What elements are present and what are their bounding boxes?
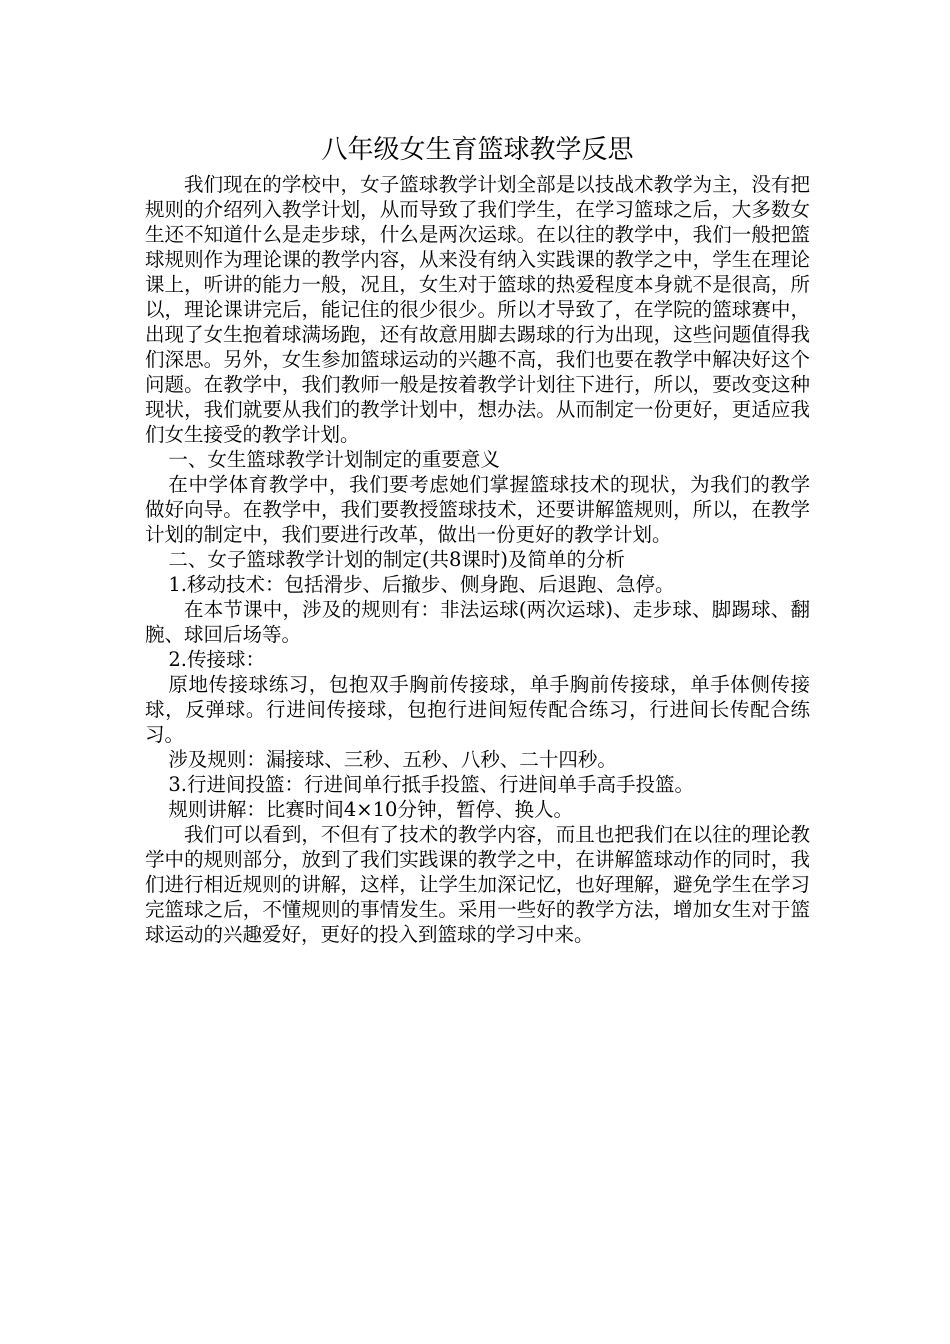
- paragraph-rule-explanation: 规则讲解：比赛时间4×10分钟，暂停、换人。: [168, 798, 573, 821]
- paragraph-intro: 我们现在的学校中，女子篮球教学计划全部是以技战术教学为主，没有把规则的介绍列入教学计划，从而导致了我们学生，在学习篮球之后，大多数女生还不知道什么是走步球，什么是两次运球。在以往的教学中，我们一般把篮球规则作为理论课的教学内容，从来没有纳入实践课的教学之中，学生在理论课上，听讲的能力一般，况且，女生对于篮球的热爱程度本身就不是很高，所以，理论课讲完后，能记住的很少很少。所以才导致了，在学院的篮球赛中，出现了女生抱着球满场跑，还有故意用脚去踢球的行为出现，这些问题值得我们深思。另外，女生参加篮球运动的兴趣不高，我们也要在教学中解决好这个问题。在教学中，我们教师一般是按着教学计划往下进行，所以，要改变这种现状，我们就要从我们的教学计划中，想办法。从而制定一份更好，更适应我们女生接受的教学计划。: [145, 173, 810, 446]
- item-passing: 2.传接球：: [168, 648, 265, 671]
- document-title: 八年级女生育篮球教学反思: [321, 135, 634, 165]
- paragraph-conclusion: 我们可以看到，不但有了技术的教学内容，而且也把我们在以往的理论教学中的规则部分，放到了我们实践课的教学之中，在讲解篮球动作的同时，我们进行相近规则的讲解，这样，让学生加深记忆，也好理解，避免学生在学习完篮球之后，不懂规则的事情发生。采用一些好的教学方法，增加女生对于篮球运动的兴趣爱好，更好的投入到篮球的学习中来。: [145, 823, 810, 946]
- paragraph-significance: 在中学体育教学中，我们要考虑她们掌握篮球技术的现状，为我们的教学做好向导。在教学中，我们要教授篮球技术，还要讲解篮规则，所以，在教学计划的制定中，我们要进行改革，做出一份更好的教学计划。: [145, 473, 810, 546]
- document-body: [145, 172, 810, 947]
- item-layup: 3.行进间投篮：行进间单行抵手投篮、行进间单手高手投篮。: [168, 773, 694, 796]
- paragraph-movement-rules: 在本节课中，涉及的规则有：非法运球(两次运球)、走步球、脚踢球、翻腕、球回后场等。: [145, 598, 810, 646]
- section-heading-2: 二、女子篮球教学计划的制定(共8课时)及简单的分析: [168, 548, 626, 571]
- paragraph-passing-drills: 原地传接球练习，包抱双手胸前传接球，单手胸前传接球，单手体侧传接球，反弹球。行进间传接球，包抱行进间短传配合练习，行进间长传配合练习。: [145, 673, 810, 746]
- document-page: [145, 128, 810, 947]
- section-heading-1: 一、女生篮球教学计划制定的重要意义: [168, 448, 500, 471]
- paragraph-passing-rules: 涉及规则：漏接球、三秒、五秒、八秒、二十四秒。: [168, 748, 617, 771]
- item-movement-skills: 1.移动技术：包括滑步、后撤步、侧身跑、后退跑、急停。: [168, 573, 675, 596]
